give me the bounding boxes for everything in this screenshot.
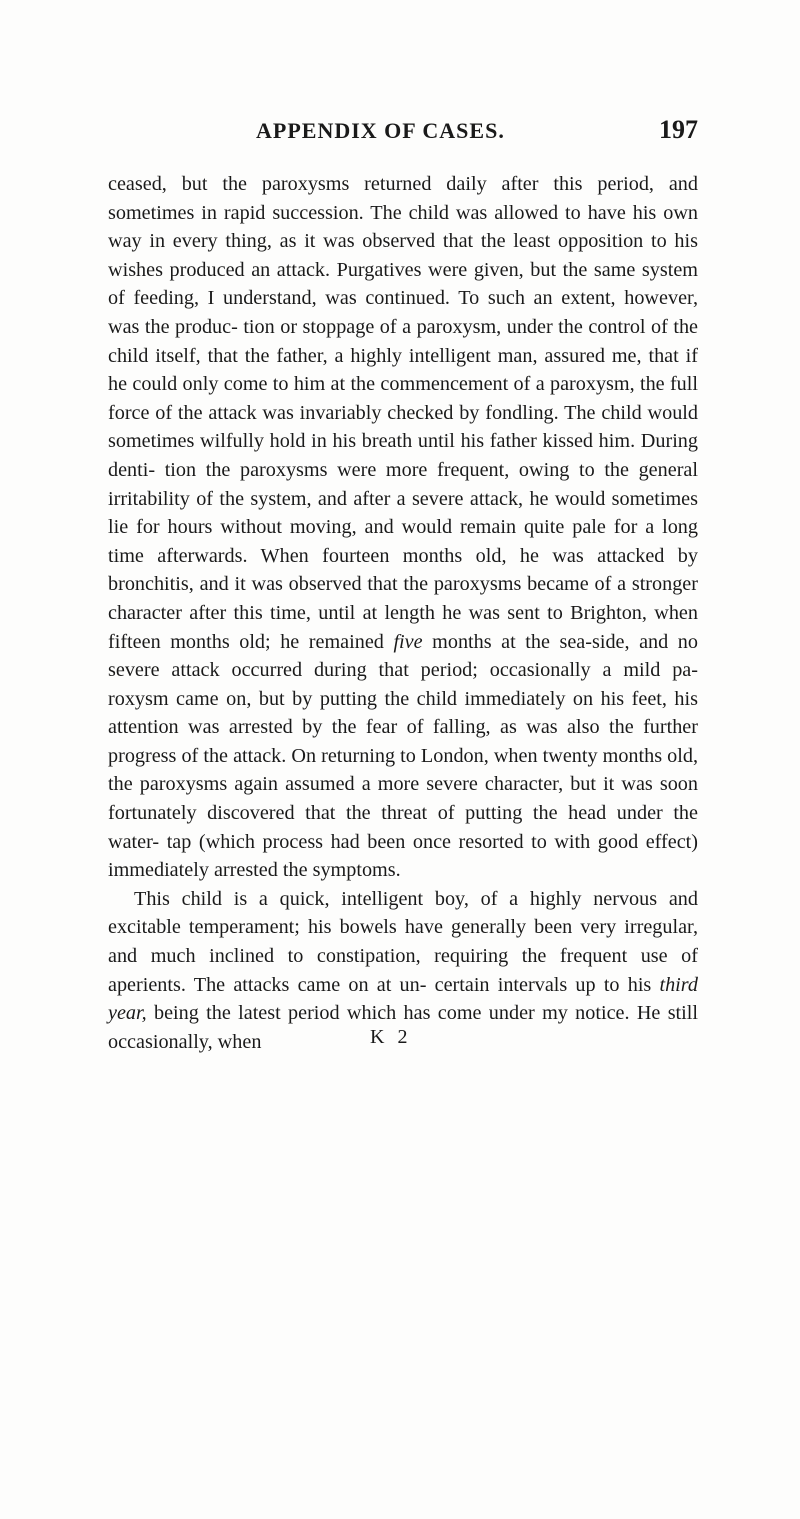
paragraph-1-text-before: ceased, but the paroxysms returned daily after this period, and sometimes in rapid succession. The child was allowed to have his own way in every thing, as it was observed that the least opposition to his wishes produced an attack. Purgatives were given, but the same system of feeding, I understand, was continued. To such an extent, however, was the produc- tion or stoppage of a paroxysm, under the control of the child itself, that the father, a highly intelligent man, assured me, that if he could only come to him at the commencement of a paroxysm, the full force of the attack was invariably checked by fondling. The child would sometimes wilfully hold in his breath until his father kissed him. During denti- tion the paroxysms were more frequent, owing to the general irritability of the system, and after a severe attack, he would sometimes lie for hours without moving, and would remain quite pale for a long time afterwards. When fourteen months old, he was attacked by bronchitis, and it was observed that the paroxysms became of a stronger character after this time, until at length he was sent to Brighton, when fifteen months old; he remained xyxy=(108,173,698,653)
paragraph-1-text-after: months at the sea-side, and no severe attack occurred during that period; occasionally a mild pa- roxysm came on, but by putting the child immediately on his feet, his attention was arrested by the fear of falling, as was also the further progress of the attack. On returning to London, when twenty months old, the paroxysms again assumed a more severe character, but it was soon fortunately discovered that the threat of putting the head under the water- tap (which process had been once resorted to with good effect) immediately arrested the symptoms. xyxy=(108,630,698,882)
paragraph-1-emphasis: five xyxy=(393,630,423,653)
running-head xyxy=(108,115,698,152)
paragraph-1 xyxy=(108,170,698,885)
running-head-title: APPENDIX OF CASES. xyxy=(256,118,505,143)
page-number: 197 xyxy=(659,115,698,144)
body-text xyxy=(108,170,698,1056)
signature-mark: K 2 xyxy=(370,1026,412,1048)
paragraph-2-text-after: being the latest period which has come under my notice. He still occasionally, when xyxy=(108,1002,698,1053)
paragraph-2-text-before: This child is a quick, intelligent boy, of a highly nervous and excitable temperament; his bowels have generally been very irregular, and much inclined to constipation, requiring the frequent use of aperients. The attacks came on at un- certain intervals up to his xyxy=(108,887,698,996)
paragraph-2-emphasis: third year, xyxy=(108,973,698,1025)
